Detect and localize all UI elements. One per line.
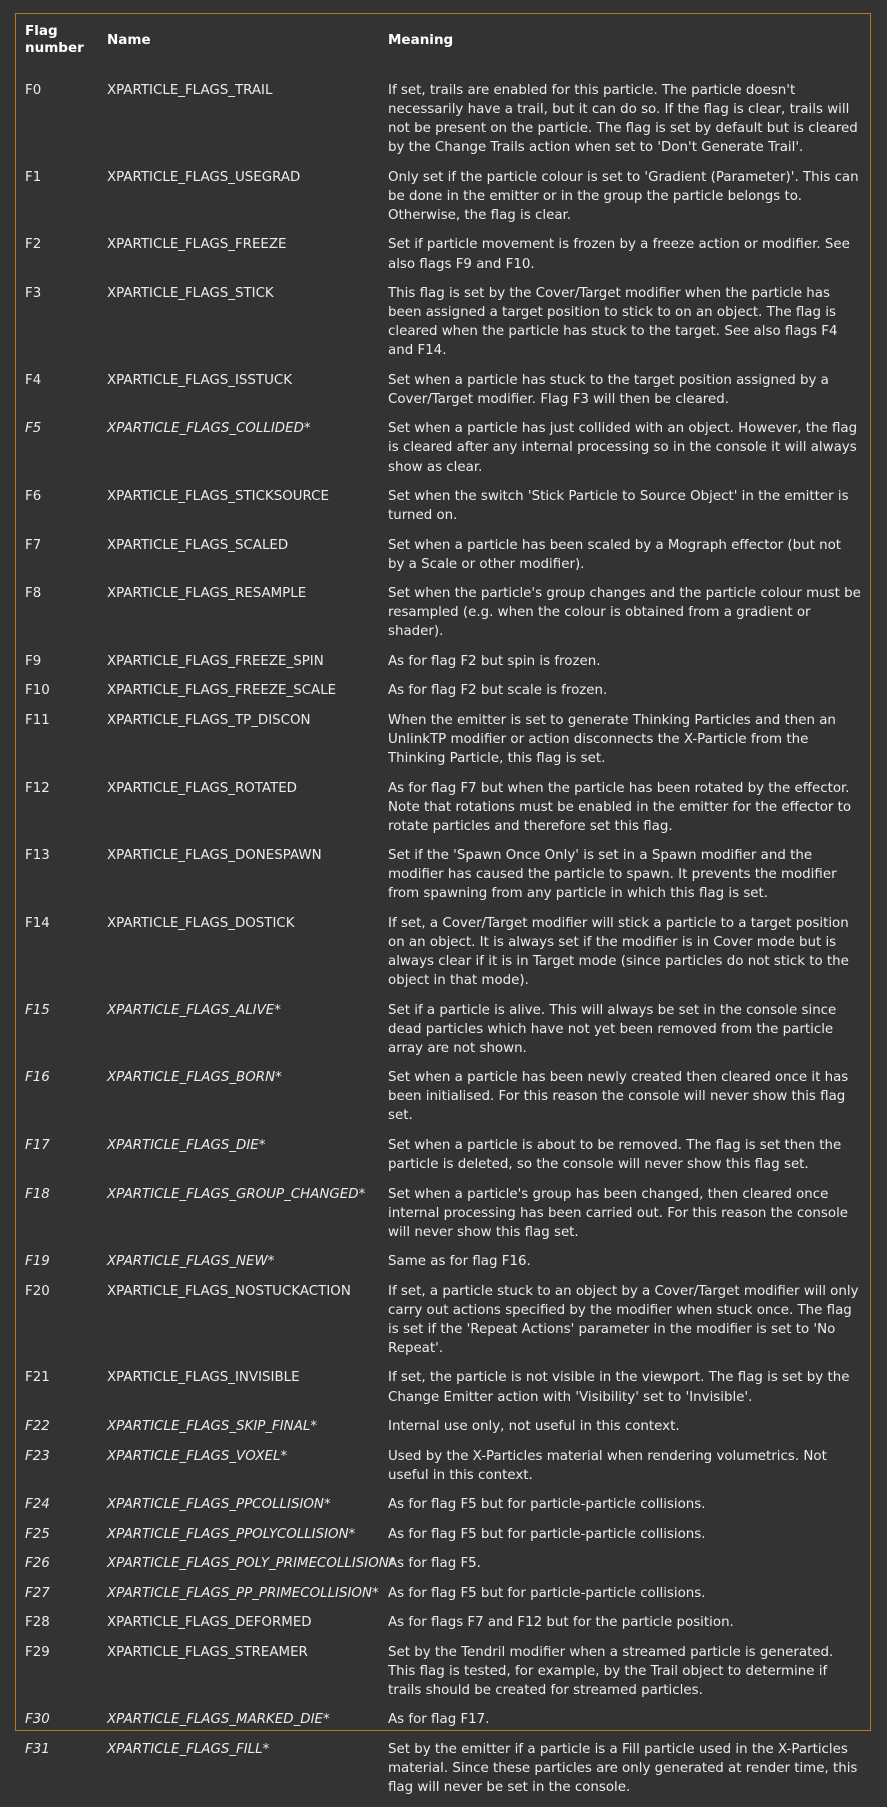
flag-name-cell: XPARTICLE_FLAGS_FREEZE: [107, 237, 287, 253]
table-row: [25, 1368, 861, 1417]
flag-number-cell: F16: [25, 1070, 50, 1086]
flag-number-cell: F11: [25, 712, 50, 728]
flag-name-cell: XPARTICLE_FLAGS_MARKED_DIE*: [107, 1712, 330, 1728]
flag-meaning-cell: Set by the emitter if a particle is a Fill particle used in the X-Particles material. Since these particles are only generated at render time, this flag will never be set in the console.: [388, 1741, 858, 1795]
flag-name-cell: XPARTICLE_FLAGS_STICK: [107, 286, 274, 302]
flag-name-cell: XPARTICLE_FLAGS_COLLIDED*: [107, 421, 311, 437]
flag-number-cell: F6: [25, 489, 42, 505]
table-row: [25, 284, 861, 371]
flag-name-cell: XPARTICLE_FLAGS_DOSTICK: [107, 915, 295, 931]
flag-meaning-cell: If set, trails are enabled for this particle. The particle doesn't necessarily have a trail, but it can do so. If the flag is clear, trails will not be present on the particle. The flag is set by default but is cleared by the Change Trails action when set to 'Don't Generate Trail'.: [388, 83, 858, 156]
table-row: [25, 168, 861, 236]
flag-number-cell: F14: [25, 915, 50, 931]
flag-name-cell: XPARTICLE_FLAGS_FREEZE_SCALE: [107, 683, 337, 699]
flag-name-cell: XPARTICLE_FLAGS_DIE*: [107, 1137, 266, 1153]
flag-name-cell: XPARTICLE_FLAGS_NEW*: [107, 1254, 275, 1270]
flag-meaning-cell: Used by the X-Particles material when rendering volumetrics. Not useful in this context.: [388, 1448, 827, 1483]
flag-number-cell: F30: [25, 1712, 50, 1728]
table-row: [25, 1643, 861, 1711]
flag-name-cell: XPARTICLE_FLAGS_INVISIBLE: [107, 1370, 300, 1386]
header-name: Name: [107, 32, 151, 48]
flag-number-cell: F24: [25, 1497, 50, 1513]
flag-number-cell: F19: [25, 1254, 50, 1270]
table-row: [25, 1282, 861, 1369]
flag-meaning-cell: As for flags F7 and F12 but for the particle position.: [388, 1615, 734, 1631]
flag-number-cell: F28: [25, 1615, 50, 1631]
table-row: [25, 371, 861, 420]
table-row: [25, 652, 861, 681]
flag-name-cell: XPARTICLE_FLAGS_ALIVE*: [107, 1002, 281, 1018]
flag-name-cell: XPARTICLE_FLAGS_BORN*: [107, 1070, 282, 1086]
flag-meaning-cell: Internal use only, not useful in this context.: [388, 1419, 680, 1435]
table-row: [25, 1613, 861, 1642]
flag-number-cell: F12: [25, 780, 50, 796]
flags-table: [25, 23, 861, 1807]
flag-number-cell: F13: [25, 848, 50, 864]
table-row: [25, 846, 861, 914]
flag-meaning-cell: As for flag F5 but for particle-particle collisions.: [388, 1585, 706, 1601]
table-row: [25, 1495, 861, 1524]
flag-meaning-cell: Set when the switch 'Stick Particle to Source Object' in the emitter is turned on.: [388, 489, 849, 524]
flag-meaning-cell: Same as for flag F16.: [388, 1254, 531, 1270]
flag-meaning-cell: As for flag F5 but for particle-particle collisions.: [388, 1526, 706, 1542]
flag-name-cell: XPARTICLE_FLAGS_STREAMER: [107, 1644, 308, 1660]
flag-number-cell: F1: [25, 169, 42, 185]
flag-meaning-cell: Set when a particle's group has been changed, then cleared once internal processing has been carried out. For this reason the console will never show this flag set.: [388, 1186, 849, 1240]
header-flag-number: Flag number: [25, 23, 84, 56]
flag-name-cell: XPARTICLE_FLAGS_ROTATED: [107, 780, 297, 796]
flag-number-cell: F20: [25, 1283, 50, 1299]
flag-meaning-cell: Set if particle movement is frozen by a freeze action or modifier. See also flags F9 and F10.: [388, 237, 850, 272]
flag-meaning-cell: Set by the Tendril modifier when a streamed particle is generated. This flag is tested, for example, by the Trail object to determine if trails should be created for streamed particles.: [388, 1644, 834, 1698]
flag-name-cell: XPARTICLE_FLAGS_NOSTUCKACTION: [107, 1283, 351, 1299]
flag-name-cell: XPARTICLE_FLAGS_RESAMPLE: [107, 586, 307, 602]
flag-number-cell: F21: [25, 1370, 50, 1386]
table-row: [25, 235, 861, 284]
flags-table-body: [25, 81, 861, 1807]
flags-table-frame: [15, 13, 871, 1795]
table-row: [25, 1710, 861, 1739]
table-row: [25, 1584, 861, 1613]
flag-name-cell: XPARTICLE_FLAGS_PPCOLLISION*: [107, 1497, 331, 1513]
flag-meaning-cell: If set, a Cover/Target modifier will stick a particle to a target position on an object. It is always set if the modifier is in Cover mode but is always clear if it is in Target mode (since particles do not stick to the object in that mode).: [388, 915, 849, 989]
table-row: [25, 536, 861, 585]
flag-meaning-cell: Set when a particle has stuck to the target position assigned by a Cover/Target modifier. Flag F3 will then be cleared.: [388, 372, 829, 407]
flag-number-cell: F9: [25, 653, 42, 669]
flag-meaning-cell: As for flag F5.: [388, 1556, 481, 1572]
flag-meaning-cell: As for flag F2 but scale is frozen.: [388, 683, 608, 699]
flag-name-cell: XPARTICLE_FLAGS_VOXEL*: [107, 1448, 288, 1464]
flag-name-cell: XPARTICLE_FLAGS_DEFORMED: [107, 1615, 312, 1631]
flag-number-cell: F7: [25, 537, 42, 553]
table-row: [25, 419, 861, 487]
header-row: [25, 23, 861, 81]
table-row: [25, 1554, 861, 1583]
table-row: [25, 584, 861, 652]
table-row: [25, 1001, 861, 1069]
flag-number-cell: F3: [25, 286, 42, 302]
table-row: [25, 1447, 861, 1496]
flag-name-cell: XPARTICLE_FLAGS_TP_DISCON: [107, 712, 311, 728]
flag-meaning-cell: If set, a particle stuck to an object by a Cover/Target modifier will only carry out actions specified by the modifier when stuck once. The flag is set if the 'Repeat Actions' parameter in the modifier is set to 'No Repeat'.: [388, 1283, 859, 1356]
table-row: [25, 1068, 861, 1136]
flag-number-cell: F18: [25, 1186, 50, 1202]
table-row: [25, 1417, 861, 1446]
table-row: [25, 1252, 861, 1281]
flag-meaning-cell: Set if the 'Spawn Once Only' is set in a Spawn modifier and the modifier has caused the particle to spawn. It prevents the modifier from spawning from any particle in which this flag is set.: [388, 848, 837, 902]
flag-meaning-cell: Set when the particle's group changes and the particle colour must be resampled (e.g. when the colour is obtained from a gradient or shader).: [388, 586, 861, 640]
flag-meaning-cell: Set when a particle has been scaled by a Mograph effector (but not by a Scale or other modifier).: [388, 537, 842, 572]
flag-name-cell: XPARTICLE_FLAGS_PPOLYCOLLISION*: [107, 1526, 356, 1542]
table-row: [25, 711, 861, 779]
flag-meaning-cell: Set when a particle is about to be removed. The flag is set then the particle is deleted, so the console will never show this flag set.: [388, 1137, 842, 1173]
flag-meaning-cell: If set, the particle is not visible in the viewport. The flag is set by the Change Emitter action with 'Visibility' set to 'Invisible'.: [388, 1370, 850, 1405]
flag-meaning-cell: As for flag F7 but when the particle has been rotated by the effector. Note that rotations must be enabled in the emitter for the effector to rotate particles and therefore set this flag.: [388, 780, 852, 834]
flag-number-cell: F22: [25, 1419, 50, 1435]
flag-meaning-cell: Set if a particle is alive. This will always be set in the console since dead particles which have not yet been removed from the particle array are not shown.: [388, 1002, 837, 1056]
flag-number-cell: F23: [25, 1448, 50, 1464]
table-row: [25, 1185, 861, 1253]
flag-name-cell: XPARTICLE_FLAGS_TRAIL: [107, 83, 273, 98]
flag-name-cell: XPARTICLE_FLAGS_SKIP_FINAL*: [107, 1419, 318, 1435]
flag-number-cell: F29: [25, 1644, 50, 1660]
flag-number-cell: F27: [25, 1585, 50, 1601]
flag-number-cell: F10: [25, 683, 50, 699]
flag-name-cell: XPARTICLE_FLAGS_PP_PRIMECOLLISION*: [107, 1585, 379, 1601]
flag-number-cell: F31: [25, 1741, 50, 1757]
flag-name-cell: XPARTICLE_FLAGS_SCALED: [107, 537, 289, 553]
table-row: [25, 81, 861, 168]
flag-name-cell: XPARTICLE_FLAGS_DONESPAWN: [107, 848, 322, 864]
flag-number-cell: F4: [25, 372, 42, 388]
table-row: [25, 779, 861, 847]
flag-meaning-cell: Only set if the particle colour is set to 'Gradient (Parameter)'. This can be done in the emitter or in the group the particle belongs to. Otherwise, the flag is clear.: [388, 169, 859, 223]
flag-meaning-cell: As for flag F5 but for particle-particle collisions.: [388, 1497, 706, 1513]
flag-number-cell: F26: [25, 1556, 50, 1572]
flag-number-cell: F8: [25, 586, 42, 602]
table-row: [25, 1740, 861, 1807]
flag-name-cell: XPARTICLE_FLAGS_GROUP_CHANGED*: [107, 1186, 366, 1202]
flag-number-cell: F2: [25, 237, 42, 253]
flag-meaning-cell: Set when a particle has just collided with an object. However, the flag is cleared after any internal processing so in the console it will always show as clear.: [388, 421, 858, 475]
flag-name-cell: XPARTICLE_FLAGS_USEGRAD: [107, 169, 301, 185]
flag-name-cell: XPARTICLE_FLAGS_POLY_PRIMECOLLISION*: [107, 1556, 396, 1572]
flag-meaning-cell: As for flag F2 but spin is frozen.: [388, 653, 601, 669]
flag-number-cell: F25: [25, 1526, 50, 1542]
table-row: [25, 1525, 861, 1554]
flag-name-cell: XPARTICLE_FLAGS_STICKSOURCE: [107, 489, 329, 505]
table-row: [25, 681, 861, 710]
flag-name-cell: XPARTICLE_FLAGS_ISSTUCK: [107, 372, 293, 388]
flag-meaning-cell: This flag is set by the Cover/Target modifier when the particle has been assigned a target position to stick to on an object. The flag is cleared when the particle has stuck to the target. See also flags F4 and F14.: [388, 286, 838, 359]
flag-number-cell: F15: [25, 1002, 50, 1018]
flag-number-cell: F5: [25, 421, 42, 437]
flag-meaning-cell: When the emitter is set to generate Thinking Particles and then an UnlinkTP modifier or action disconnects the X-Particle from the Thinking Particle, this flag is set.: [388, 712, 836, 767]
table-row: [25, 487, 861, 536]
table-row: [25, 1136, 861, 1185]
table-row: [25, 914, 861, 1001]
header-meaning: Meaning: [388, 32, 454, 48]
flag-name-cell: XPARTICLE_FLAGS_FREEZE_SPIN: [107, 653, 324, 669]
flag-meaning-cell: Set when a particle has been newly created then cleared once it has been initialised. For this reason the console will never show this flag set.: [388, 1070, 849, 1124]
flag-meaning-cell: As for flag F17.: [388, 1712, 490, 1728]
flag-number-cell: F17: [25, 1137, 50, 1153]
flag-name-cell: XPARTICLE_FLAGS_FILL*: [107, 1741, 270, 1757]
flag-number-cell: F0: [25, 83, 42, 98]
